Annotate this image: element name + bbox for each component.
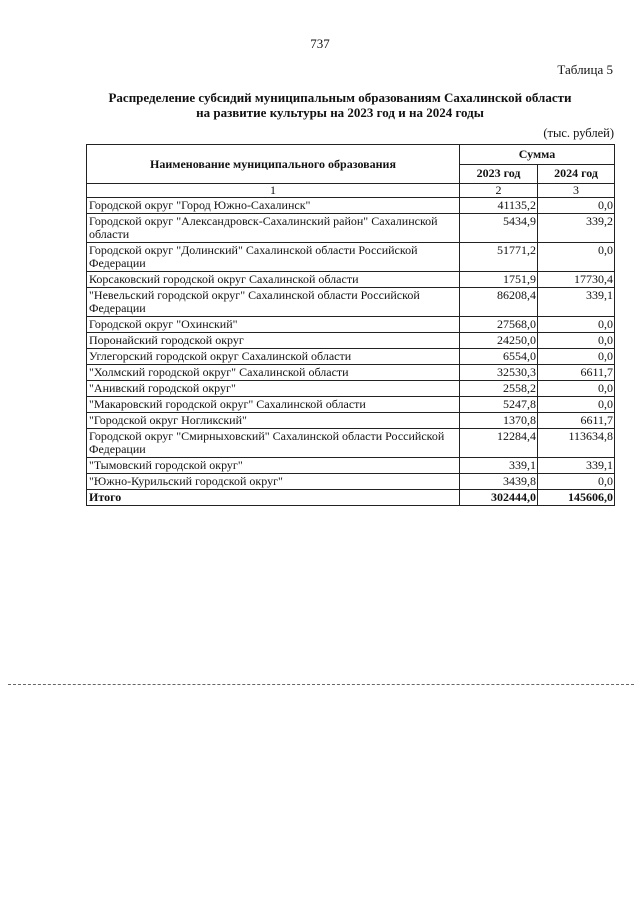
column-number-1: 1	[87, 184, 460, 198]
municipality-name: "Южно-Курильский городской округ"	[87, 474, 460, 490]
table-row	[87, 243, 615, 272]
amount-2024: 339,2	[538, 214, 615, 243]
table-row	[87, 381, 615, 397]
amount-2024: 0,0	[538, 474, 615, 490]
amount-2023: 339,1	[460, 458, 538, 474]
municipality-name: "Макаровский городской округ" Сахалинской области	[87, 397, 460, 413]
subsidy-table	[86, 144, 615, 506]
amount-2023: 2558,2	[460, 381, 538, 397]
page-number: 737	[310, 36, 330, 51]
amount-2024: 17730,4	[538, 272, 615, 288]
table-row	[87, 397, 615, 413]
municipality-name: "Анивский городской округ"	[87, 381, 460, 397]
amount-2023: 24250,0	[460, 333, 538, 349]
municipality-name: Городской округ "Охинский"	[87, 317, 460, 333]
municipality-name: Городской округ "Александровск-Сахалинский район" Сахалинской области	[87, 214, 460, 243]
amount-2024: 113634,8	[538, 429, 615, 458]
amount-2024: 339,1	[538, 288, 615, 317]
table-label: Таблица 5	[557, 62, 613, 77]
amount-2023: 12284,4	[460, 429, 538, 458]
total-label: Итого	[87, 490, 460, 506]
municipality-name: "Тымовский городской округ"	[87, 458, 460, 474]
amount-2023: 32530,3	[460, 365, 538, 381]
amount-2024: 339,1	[538, 458, 615, 474]
table-row	[87, 272, 615, 288]
amount-2024: 0,0	[538, 397, 615, 413]
amount-2024: 0,0	[538, 349, 615, 365]
municipality-name: Городской округ "Долинский" Сахалинской области Российской Федерации	[87, 243, 460, 272]
table-row	[87, 288, 615, 317]
amount-2024: 0,0	[538, 317, 615, 333]
total-2023: 302444,0	[460, 490, 538, 506]
municipality-name: Поронайский городской округ	[87, 333, 460, 349]
table-row	[87, 413, 615, 429]
table-row	[87, 365, 615, 381]
column-number-3: 3	[538, 184, 615, 198]
header-sum: Сумма	[460, 145, 615, 165]
amount-2024: 0,0	[538, 198, 615, 214]
amount-2024: 0,0	[538, 243, 615, 272]
table-row	[87, 333, 615, 349]
municipality-name: Углегорский городской округ Сахалинской области	[87, 349, 460, 365]
title-line-2: на развитие культуры на 2023 год и на 2024 годы	[196, 105, 484, 120]
amount-2023: 1370,8	[460, 413, 538, 429]
amount-2024: 6611,7	[538, 365, 615, 381]
header-year-2023: 2023 год	[460, 164, 538, 184]
document-title	[60, 90, 620, 120]
table-row	[87, 474, 615, 490]
municipality-name: "Городской округ Ногликский"	[87, 413, 460, 429]
municipality-name: Городской округ "Смирныховский" Сахалинской области Российской Федерации	[87, 429, 460, 458]
units-label: (тыс. рублей)	[543, 126, 614, 140]
amount-2023: 1751,9	[460, 272, 538, 288]
amount-2024: 0,0	[538, 381, 615, 397]
amount-2023: 86208,4	[460, 288, 538, 317]
dashed-divider	[8, 684, 634, 685]
total-row	[87, 490, 615, 506]
amount-2024: 6611,7	[538, 413, 615, 429]
table-row	[87, 214, 615, 243]
amount-2023: 5247,8	[460, 397, 538, 413]
municipality-name: "Невельский городской округ" Сахалинской области Российской Федерации	[87, 288, 460, 317]
title-line-1: Распределение субсидий муниципальным образованиям Сахалинской области	[108, 90, 572, 105]
table-row	[87, 458, 615, 474]
amount-2023: 5434,9	[460, 214, 538, 243]
amount-2023: 41135,2	[460, 198, 538, 214]
table-body	[87, 198, 615, 490]
table-row	[87, 317, 615, 333]
amount-2023: 51771,2	[460, 243, 538, 272]
table-row	[87, 198, 615, 214]
table-row	[87, 349, 615, 365]
municipality-name: Корсаковский городской округ Сахалинской области	[87, 272, 460, 288]
column-number-2: 2	[460, 184, 538, 198]
amount-2024: 0,0	[538, 333, 615, 349]
municipality-name: Городской округ "Город Южно-Сахалинск"	[87, 198, 460, 214]
amount-2023: 3439,8	[460, 474, 538, 490]
amount-2023: 6554,0	[460, 349, 538, 365]
table-row	[87, 429, 615, 458]
total-2024: 145606,0	[538, 490, 615, 506]
municipality-name: "Холмский городской округ" Сахалинской области	[87, 365, 460, 381]
header-year-2024: 2024 год	[538, 164, 615, 184]
header-name: Наименование муниципального образования	[87, 145, 460, 184]
amount-2023: 27568,0	[460, 317, 538, 333]
